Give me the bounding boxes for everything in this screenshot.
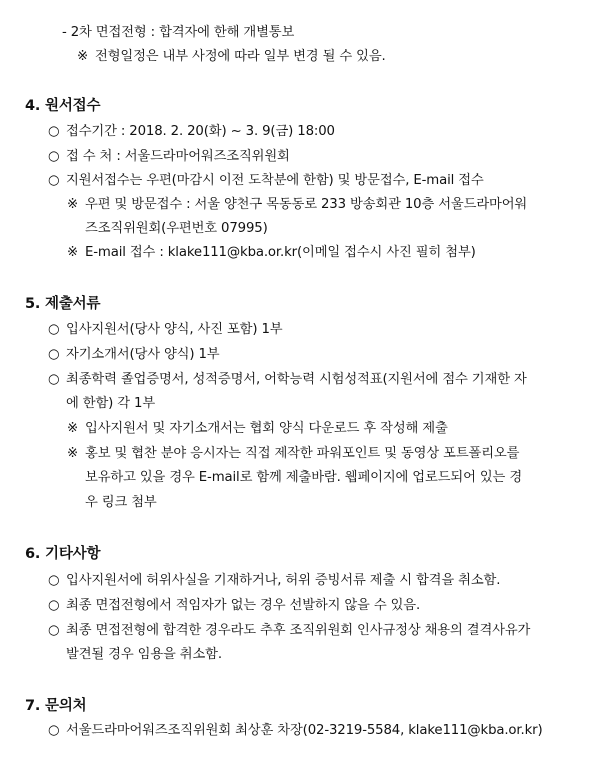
- contact-item: [48, 722, 543, 740]
- portfolio-note-text: 홍보 및 협찬 분야 응시자는 직접 제작한 파워포인트 및 동영상 포트폴리오를: [85, 446, 520, 461]
- section-heading-application: 4. 원서접수: [25, 98, 101, 114]
- note-mark: ※: [77, 49, 88, 64]
- application-form-item: [48, 321, 283, 339]
- circle-bullet: ○: [48, 173, 60, 188]
- section-heading-documents: 5. 제출서류: [25, 296, 101, 312]
- application-method-item: [48, 172, 484, 190]
- second-interview-line: [62, 24, 294, 42]
- email-note: [67, 244, 476, 262]
- certificates-item: [48, 371, 527, 389]
- note-mark: ※: [67, 245, 78, 260]
- application-period-item: [48, 123, 335, 141]
- disqualification-text: 최종 면접전형에 합격한 경우라도 추후 조직위원회 인사규정상 채용의 결격사유가: [66, 623, 531, 638]
- application-period-text: 접수기간 : 2018. 2. 20(화) ~ 3. 9(금) 18:00: [66, 124, 335, 139]
- application-method-text: 지원서접수는 우편(마감시 이전 도착분에 한함) 및 방문접수, E-mail 접수: [66, 173, 484, 188]
- mail-visit-note-continued: 즈조직위원회(우편번호 07995): [85, 221, 268, 236]
- schedule-note-text: 전형일정은 내부 사정에 따라 일부 변경 될 수 있음.: [95, 49, 386, 64]
- false-info-text: 입사지원서에 허위사실을 기재하거나, 허위 증빙서류 제출 시 합격을 취소함.: [66, 573, 501, 588]
- circle-bullet: ○: [48, 598, 60, 613]
- disqualification-continued: 발견될 경우 임용을 취소함.: [66, 647, 222, 662]
- note-mark: ※: [67, 446, 78, 461]
- circle-bullet: ○: [48, 124, 60, 139]
- mail-visit-note: [67, 196, 527, 214]
- second-interview-text: - 2차 면접전형 : 합격자에 한해 개별통보: [62, 25, 295, 40]
- note-mark: ※: [67, 421, 78, 436]
- certificates-continued: 에 한함) 각 1부: [66, 396, 156, 411]
- application-office-text: 접 수 처 : 서울드라마어워즈조직위원회: [66, 149, 290, 164]
- email-note-text: E-mail 접수 : klake111@kba.or.kr(이메일 접수시 사진 필히 첨부): [85, 245, 476, 260]
- circle-bullet: ○: [48, 623, 60, 638]
- circle-bullet: ○: [48, 149, 60, 164]
- disqualification-item: [48, 622, 530, 640]
- circle-bullet: ○: [48, 347, 60, 362]
- form-download-note-text: 입사지원서 및 자기소개서는 협회 양식 다운로드 후 작성해 제출: [85, 421, 448, 436]
- mail-visit-note-text: 우편 및 방문접수 : 서울 양천구 목동동로 233 방송회관 10층 서울드라마어워: [85, 197, 528, 212]
- note-mark: ※: [67, 197, 78, 212]
- contact-text: 서울드라마어워즈조직위원회 최상훈 차장(02-3219-5584, klake111@kba.or.kr): [66, 723, 543, 738]
- portfolio-note-continued: 보유하고 있을 경우 E-mail로 함께 제출바람. 웹페이지에 업로드되어 있는 경: [85, 470, 523, 485]
- self-introduction-text: 자기소개서(당사 양식) 1부: [66, 347, 220, 362]
- false-info-item: [48, 572, 500, 590]
- section-heading-other: 6. 기타사항: [25, 546, 101, 562]
- circle-bullet: ○: [48, 372, 60, 387]
- section-heading-contact: 7. 문의처: [25, 698, 87, 714]
- portfolio-note-continued-2: 우 링크 첨부: [85, 495, 157, 510]
- application-form-text: 입사지원서(당사 양식, 사진 포함) 1부: [66, 322, 283, 337]
- certificates-text: 최종학력 졸업증명서, 성적증명서, 어학능력 시험성적표(지원서에 점수 기재한 자: [66, 372, 527, 387]
- form-download-note: [67, 420, 448, 438]
- circle-bullet: ○: [48, 723, 60, 738]
- portfolio-note: [67, 445, 519, 463]
- application-office-item: [48, 148, 290, 166]
- circle-bullet: ○: [48, 573, 60, 588]
- circle-bullet: ○: [48, 322, 60, 337]
- schedule-note: [77, 48, 386, 66]
- no-selection-text: 최종 면접전형에서 적임자가 없는 경우 선발하지 않을 수 있음.: [66, 598, 421, 613]
- self-introduction-item: [48, 346, 220, 364]
- no-selection-item: [48, 597, 420, 615]
